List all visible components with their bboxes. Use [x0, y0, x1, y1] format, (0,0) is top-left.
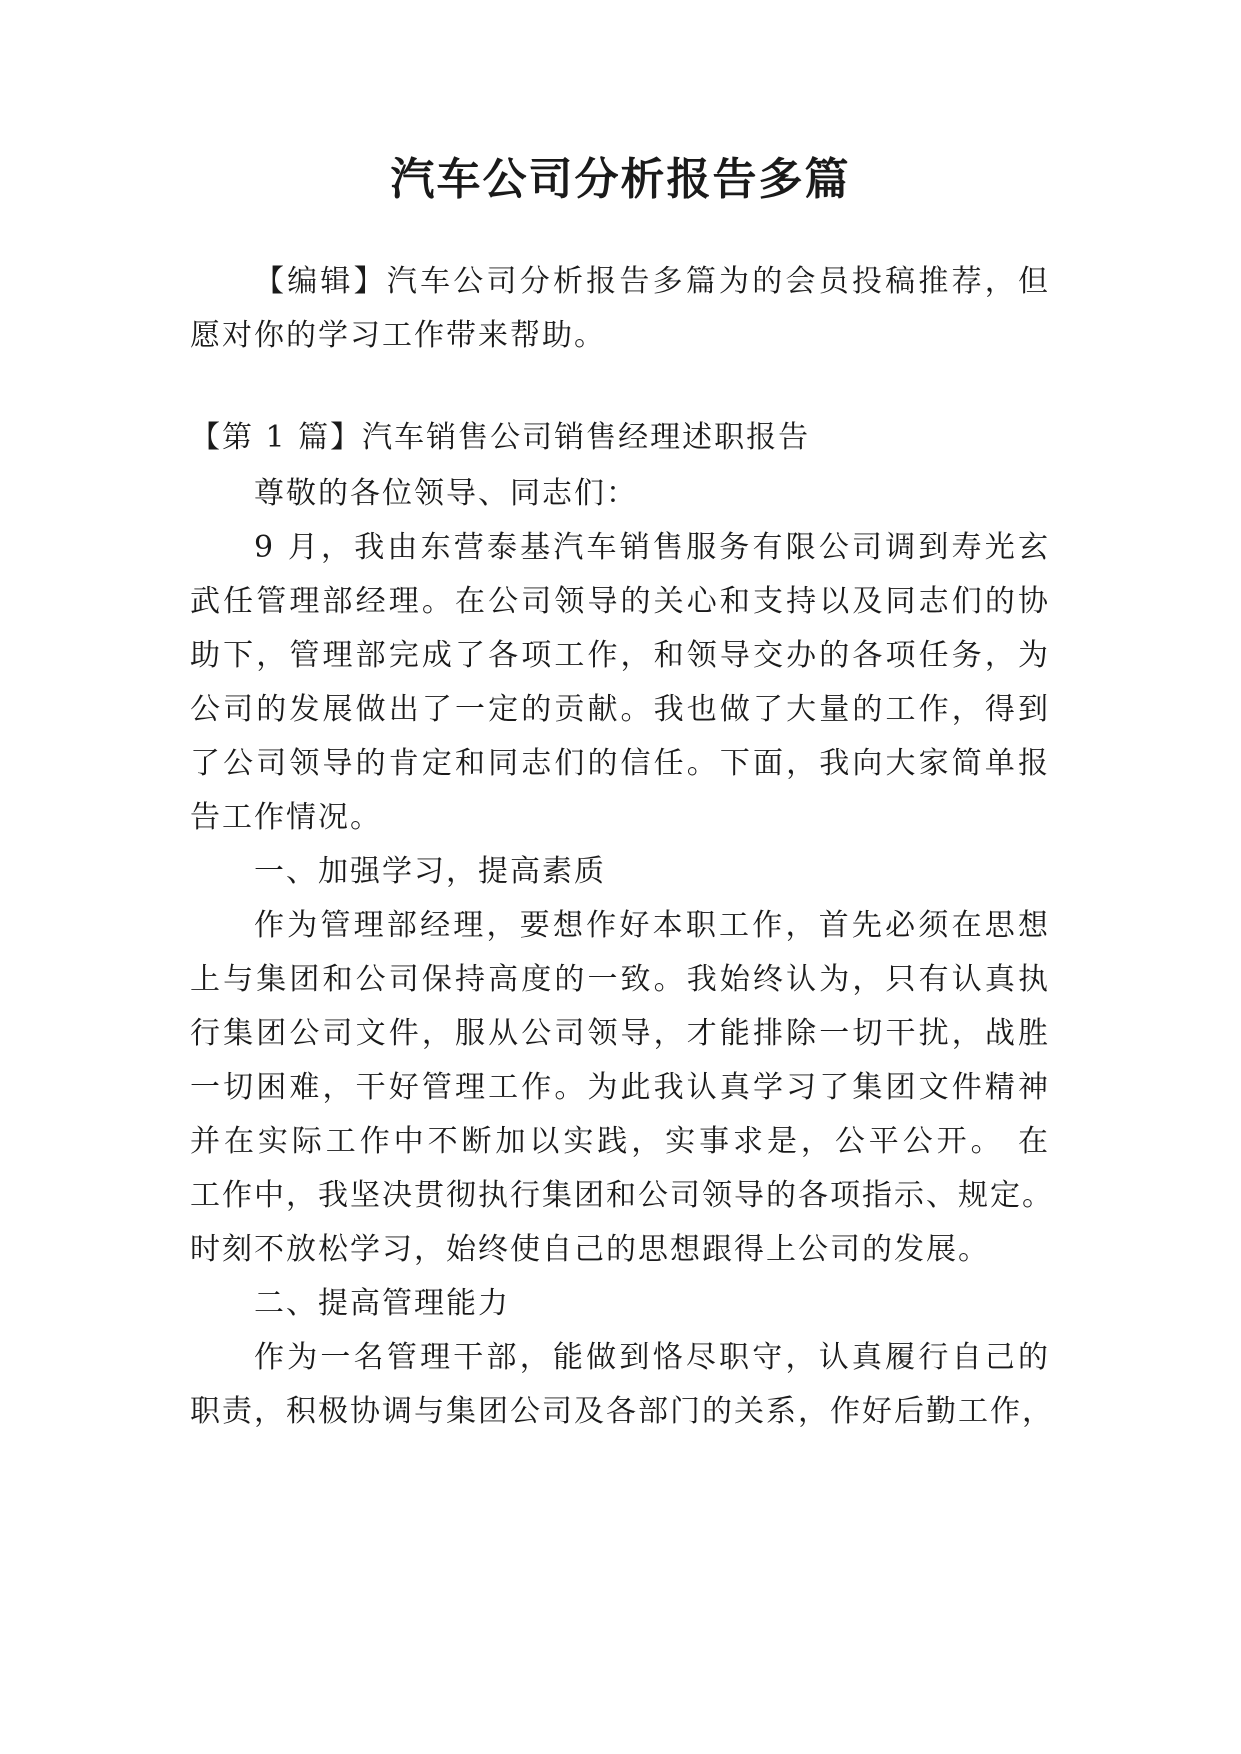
paragraph-line: 一切困难，干好管理工作。为此我认真学习了集团文件精神 — [190, 1070, 1050, 1105]
paragraph-line: 武任管理部经理。在公司领导的关心和支持以及同志们的协 — [190, 584, 1050, 619]
paragraph-line: 工作中，我坚决贯彻执行集团和公司领导的各项指示、规定。 — [190, 1178, 1054, 1213]
paragraph-line: 作为一名管理干部，能做到恪尽职守，认真履行自己的 — [254, 1340, 1050, 1375]
intro-line-1: 【编辑】汽车公司分析报告多篇为的会员投稿推荐，但 — [254, 264, 1050, 299]
subheading-1: 一、加强学习，提高素质 — [254, 854, 606, 889]
paragraph-line: 并在实际工作中不断加以实践，实事求是，公平公开。 在 — [190, 1124, 1050, 1159]
paragraph-line: 助下，管理部完成了各项工作，和领导交办的各项任务，为 — [190, 638, 1050, 673]
document-title: 汽车公司分析报告多篇 — [390, 154, 851, 205]
subheading-2: 二、提高管理能力 — [254, 1286, 510, 1321]
paragraph-line: 告工作情况。 — [190, 800, 382, 835]
salutation: 尊敬的各位领导、同志们： — [254, 476, 638, 511]
paragraph-line: 上与集团和公司保持高度的一致。我始终认为，只有认真执 — [190, 962, 1050, 997]
paragraph-line: 职责，积极协调与集团公司及各部门的关系，作好后勤工作， — [190, 1394, 1054, 1429]
paragraph-line: 9 月，我由东营泰基汽车销售服务有限公司调到寿光玄 — [254, 530, 1050, 565]
paragraph-line: 作为管理部经理，要想作好本职工作，首先必须在思想 — [254, 908, 1050, 943]
section-heading: 【第 1 篇】汽车销售公司销售经理述职报告 — [190, 420, 811, 455]
intro-line-2: 愿对你的学习工作带来帮助。 — [190, 318, 606, 353]
paragraph-line: 时刻不放松学习，始终使自己的思想跟得上公司的发展。 — [190, 1232, 990, 1267]
paragraph-line: 公司的发展做出了一定的贡献。我也做了大量的工作，得到 — [190, 692, 1050, 727]
paragraph-line: 了公司领导的肯定和同志们的信任。下面，我向大家简单报 — [190, 746, 1050, 781]
paragraph-line: 行集团公司文件，服从公司领导，才能排除一切干扰，战胜 — [190, 1016, 1050, 1051]
